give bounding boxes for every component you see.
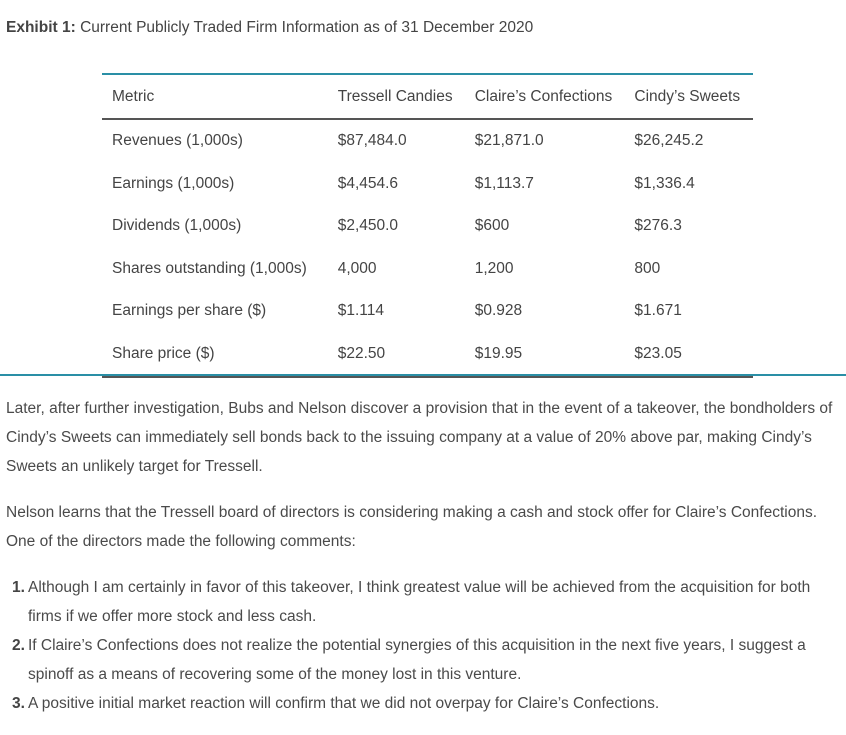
header-claires: Claire’s Confections xyxy=(474,87,613,105)
table-cell: $1.114 xyxy=(337,302,384,320)
table-row xyxy=(102,163,753,206)
table-cell: $1.671 xyxy=(634,302,682,320)
table-cell: Revenues (1,000s) xyxy=(112,132,243,150)
list-number: 2. xyxy=(12,637,25,654)
list-number: 1. xyxy=(12,579,25,596)
list-text: If Claire’s Confections does not realize the potential synergies of this acquisition in the next five years, I suggest a spinoff as a means of recovering some of the money lost in this venture. xyxy=(28,637,806,683)
table-row xyxy=(102,205,753,248)
list-item xyxy=(6,631,844,689)
director-comments-list xyxy=(6,573,844,718)
table-cell: $19.95 xyxy=(474,344,523,362)
list-text: Although I am certainly in favor of this takeover, I think greatest value will be achieved from the acquisition for both firms if we offer more stock and less cash. xyxy=(28,579,811,625)
table-cell: $276.3 xyxy=(634,217,682,235)
header-tressell: Tressell Candies xyxy=(337,87,453,105)
exhibit-title xyxy=(6,19,533,37)
table-cell: 1,200 xyxy=(474,259,514,277)
table-cell: 800 xyxy=(634,259,661,277)
paragraph-board-offer: Nelson learns that the Tressell board of directors is considering making a cash and stock offer for Claire’s Confections. One of the directors made the following comments: xyxy=(6,504,817,550)
table-header-row xyxy=(102,74,753,119)
exhibit-label: Exhibit 1: xyxy=(6,19,76,36)
list-number: 3. xyxy=(12,695,25,712)
table-cell: $23.05 xyxy=(634,344,682,362)
table-cell: $21,871.0 xyxy=(474,132,544,150)
table-cell: $600 xyxy=(474,217,510,235)
table-cell: $2,450.0 xyxy=(337,217,399,235)
paragraph-bondholders: Later, after further investigation, Bubs and Nelson discover a provision that in the event of a takeover, the bondholders of Cindy’s Sweets can immediately sell bonds back to the issuing company at a value of 20% above par, making Cindy’s Sweets an unlikely target for Tressell. xyxy=(6,400,833,475)
table-cell: Share price ($) xyxy=(112,344,215,362)
table-cell: Shares outstanding (1,000s) xyxy=(112,259,307,277)
table-cell: $26,245.2 xyxy=(634,132,704,150)
exhibit-caption: Current Publicly Traded Firm Information as of 31 December 2020 xyxy=(80,19,534,36)
header-cindys: Cindy’s Sweets xyxy=(634,87,741,105)
table-cell: $87,484.0 xyxy=(337,132,407,150)
table-row xyxy=(102,119,753,163)
table-cell: 4,000 xyxy=(337,259,377,277)
table-row xyxy=(102,248,753,291)
table-cell: $4,454.6 xyxy=(337,174,399,192)
table-cell: $1,113.7 xyxy=(474,174,534,192)
list-item xyxy=(6,573,844,631)
firm-info-table xyxy=(102,73,753,378)
table-cell: $1,336.4 xyxy=(634,174,695,192)
table-row xyxy=(102,333,753,377)
table-cell: $22.50 xyxy=(337,344,386,362)
table-cell: $0.928 xyxy=(474,302,523,320)
list-item xyxy=(6,689,844,718)
section-divider xyxy=(0,374,846,376)
table-cell: Earnings (1,000s) xyxy=(112,174,235,192)
header-metric: Metric xyxy=(112,87,155,105)
table-cell: Dividends (1,000s) xyxy=(112,217,242,235)
table-cell: Earnings per share ($) xyxy=(112,302,267,320)
list-text: A positive initial market reaction will confirm that we did not overpay for Claire’s Confections. xyxy=(28,695,660,712)
table-row xyxy=(102,290,753,333)
